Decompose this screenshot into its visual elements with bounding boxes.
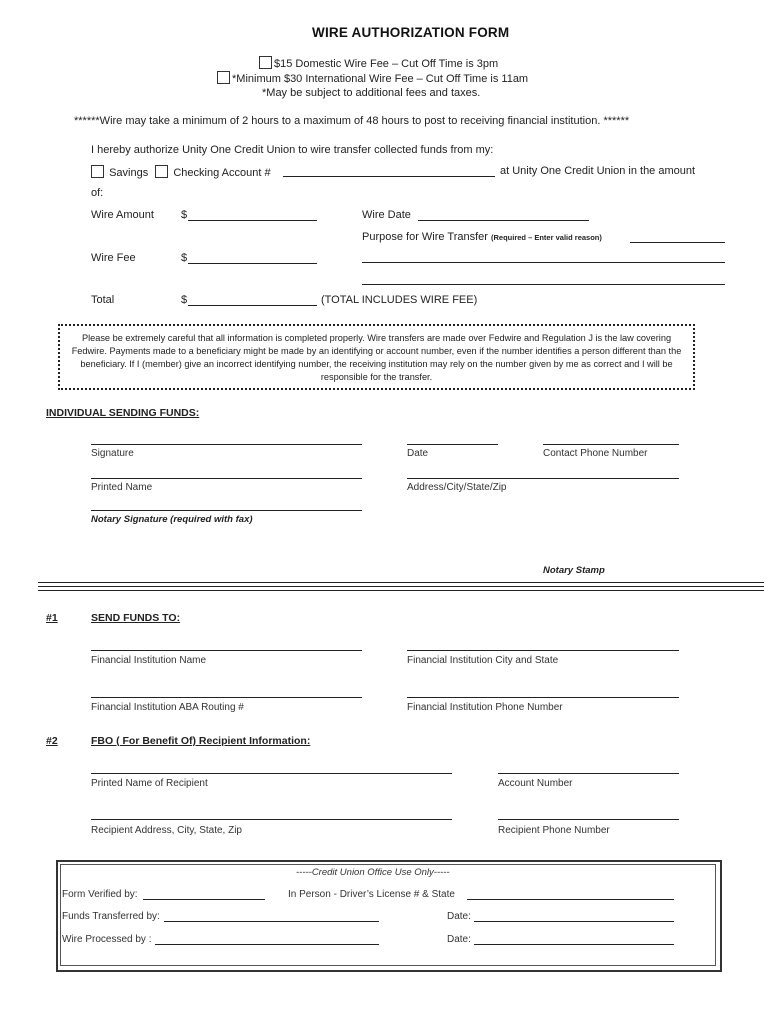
- checking-checkbox[interactable]: [155, 165, 168, 178]
- send-to-heading: SEND FUNDS TO:: [91, 612, 181, 624]
- date1-label: Date:: [447, 911, 471, 922]
- total-label: Total: [91, 294, 115, 306]
- international-fee-label: *Minimum $30 International Wire Fee – Cut Off Time is 11am: [232, 73, 529, 85]
- fi-city-field[interactable]: [407, 650, 679, 651]
- fi-phone-label: Financial Institution Phone Number: [407, 702, 563, 713]
- date2-label: Date:: [447, 934, 471, 945]
- wire-fee-dollar: $: [181, 252, 188, 264]
- account-number-label: Account Number: [498, 778, 573, 789]
- recipient-name-field[interactable]: [91, 773, 452, 774]
- date-label: Date: [407, 448, 429, 459]
- warning-box: [58, 324, 695, 390]
- fi-city-label: Financial Institution City and State: [407, 655, 559, 666]
- date-field[interactable]: [407, 444, 498, 445]
- purpose-label: Purpose for Wire Transfer: [362, 231, 488, 243]
- recipient-address-field[interactable]: [91, 819, 452, 820]
- fbo-heading: FBO ( For Benefit Of) Recipient Information:: [91, 735, 311, 747]
- contact-phone-label: Contact Phone Number: [543, 448, 648, 459]
- domestic-fee-label: $15 Domestic Wire Fee – Cut Off Time is 3pm: [274, 58, 499, 70]
- send-to-number: #1: [46, 612, 58, 624]
- notary-signature-field[interactable]: [91, 510, 362, 511]
- at-union-text: at Unity One Credit Union in the amount: [500, 165, 696, 177]
- wire-fee-field[interactable]: [188, 263, 317, 264]
- recipient-name-label: Printed Name of Recipient: [91, 778, 208, 789]
- account-number-field[interactable]: [498, 773, 679, 774]
- funds-transferred-label: Funds Transferred by:: [62, 911, 160, 922]
- savings-checkbox[interactable]: [91, 165, 104, 178]
- section-separator-mid: [38, 586, 764, 587]
- contact-phone-field[interactable]: [543, 444, 679, 445]
- date2-field[interactable]: [474, 944, 674, 945]
- fi-name-label: Financial Institution Name: [91, 655, 207, 666]
- form-verified-label: Form Verified by:: [62, 889, 138, 900]
- account-type-row: [91, 165, 271, 179]
- funds-transferred-field[interactable]: [164, 921, 379, 922]
- purpose-field-3[interactable]: [362, 284, 725, 285]
- recipient-phone-label: Recipient Phone Number: [498, 825, 610, 836]
- purpose-required-note: (Required – Enter valid reason): [491, 233, 602, 242]
- fi-name-field[interactable]: [91, 650, 362, 651]
- signature-label: Signature: [91, 448, 134, 459]
- domestic-fee-checkbox[interactable]: [259, 56, 272, 69]
- total-dollar: $: [181, 294, 188, 306]
- purpose-field-1[interactable]: [630, 242, 725, 243]
- recipient-phone-field[interactable]: [498, 819, 679, 820]
- international-fee-checkbox[interactable]: [217, 71, 230, 84]
- checking-account-field[interactable]: [283, 176, 495, 177]
- notary-stamp-label: Notary Stamp: [543, 565, 605, 576]
- purpose-row: [362, 231, 602, 243]
- fees-note: *May be subject to additional fees and taxes.: [262, 87, 481, 99]
- of-label: of:: [91, 187, 104, 199]
- in-person-label: In Person - Driver’s License # & State: [288, 889, 455, 900]
- signature-field[interactable]: [91, 444, 362, 445]
- office-use-heading: -----Credit Union Office Use Only-----: [296, 867, 450, 878]
- checking-label: Checking Account #: [173, 167, 271, 179]
- date1-field[interactable]: [474, 921, 674, 922]
- section-separator-bottom: [38, 590, 764, 591]
- sender-heading: INDIVIDUAL SENDING FUNDS:: [46, 407, 200, 419]
- address-label: Address/City/State/Zip: [407, 482, 507, 493]
- posting-notice: ******Wire may take a minimum of 2 hours to a maximum of 48 hours to post to receiving financial institution. ******: [74, 115, 630, 127]
- wire-amount-label: Wire Amount: [91, 209, 154, 221]
- wire-amount-dollar: $: [181, 209, 188, 221]
- warning-text: Please be extremely careful that all information is completed properly. Wire transfers are made over Fedwire and Regulation J is the law covering Fedwire. Payments made to a beneficiary might be made by an identifying or account number, even if the number identifies a person different than the beneficiary. If I (member) give an incorrect identifying number, the receiving institution may rely on the number given by me as correct and I will be responsible for the transfer.: [71, 333, 682, 382]
- total-note: (TOTAL INCLUDES WIRE FEE): [321, 294, 478, 306]
- purpose-field-2[interactable]: [362, 262, 725, 263]
- address-field[interactable]: [407, 478, 679, 479]
- page-title: WIRE AUTHORIZATION FORM: [312, 25, 510, 40]
- printed-name-label: Printed Name: [91, 482, 153, 493]
- fbo-number: #2: [46, 735, 58, 747]
- in-person-field[interactable]: [467, 899, 674, 900]
- fi-phone-field[interactable]: [407, 697, 679, 698]
- notary-signature-label: Notary Signature (required with fax): [91, 514, 253, 525]
- total-field[interactable]: [188, 305, 317, 306]
- wire-date-field[interactable]: [418, 220, 589, 221]
- authorize-text: I hereby authorize Unity One Credit Union to wire transfer collected funds from my:: [91, 144, 494, 156]
- recipient-address-label: Recipient Address, City, State, Zip: [91, 825, 242, 836]
- savings-label: Savings: [109, 167, 149, 179]
- domestic-fee-row: [259, 56, 498, 70]
- wire-fee-label: Wire Fee: [91, 252, 136, 264]
- wire-amount-field[interactable]: [188, 220, 317, 221]
- form-verified-field[interactable]: [143, 899, 265, 900]
- fi-aba-field[interactable]: [91, 697, 362, 698]
- wire-processed-label: Wire Processed by :: [62, 934, 152, 945]
- section-separator-top: [38, 582, 764, 583]
- fi-aba-label: Financial Institution ABA Routing #: [91, 702, 244, 713]
- wire-processed-field[interactable]: [155, 944, 379, 945]
- printed-name-field[interactable]: [91, 478, 362, 479]
- wire-date-label: Wire Date: [362, 209, 411, 221]
- international-fee-row: [217, 71, 528, 85]
